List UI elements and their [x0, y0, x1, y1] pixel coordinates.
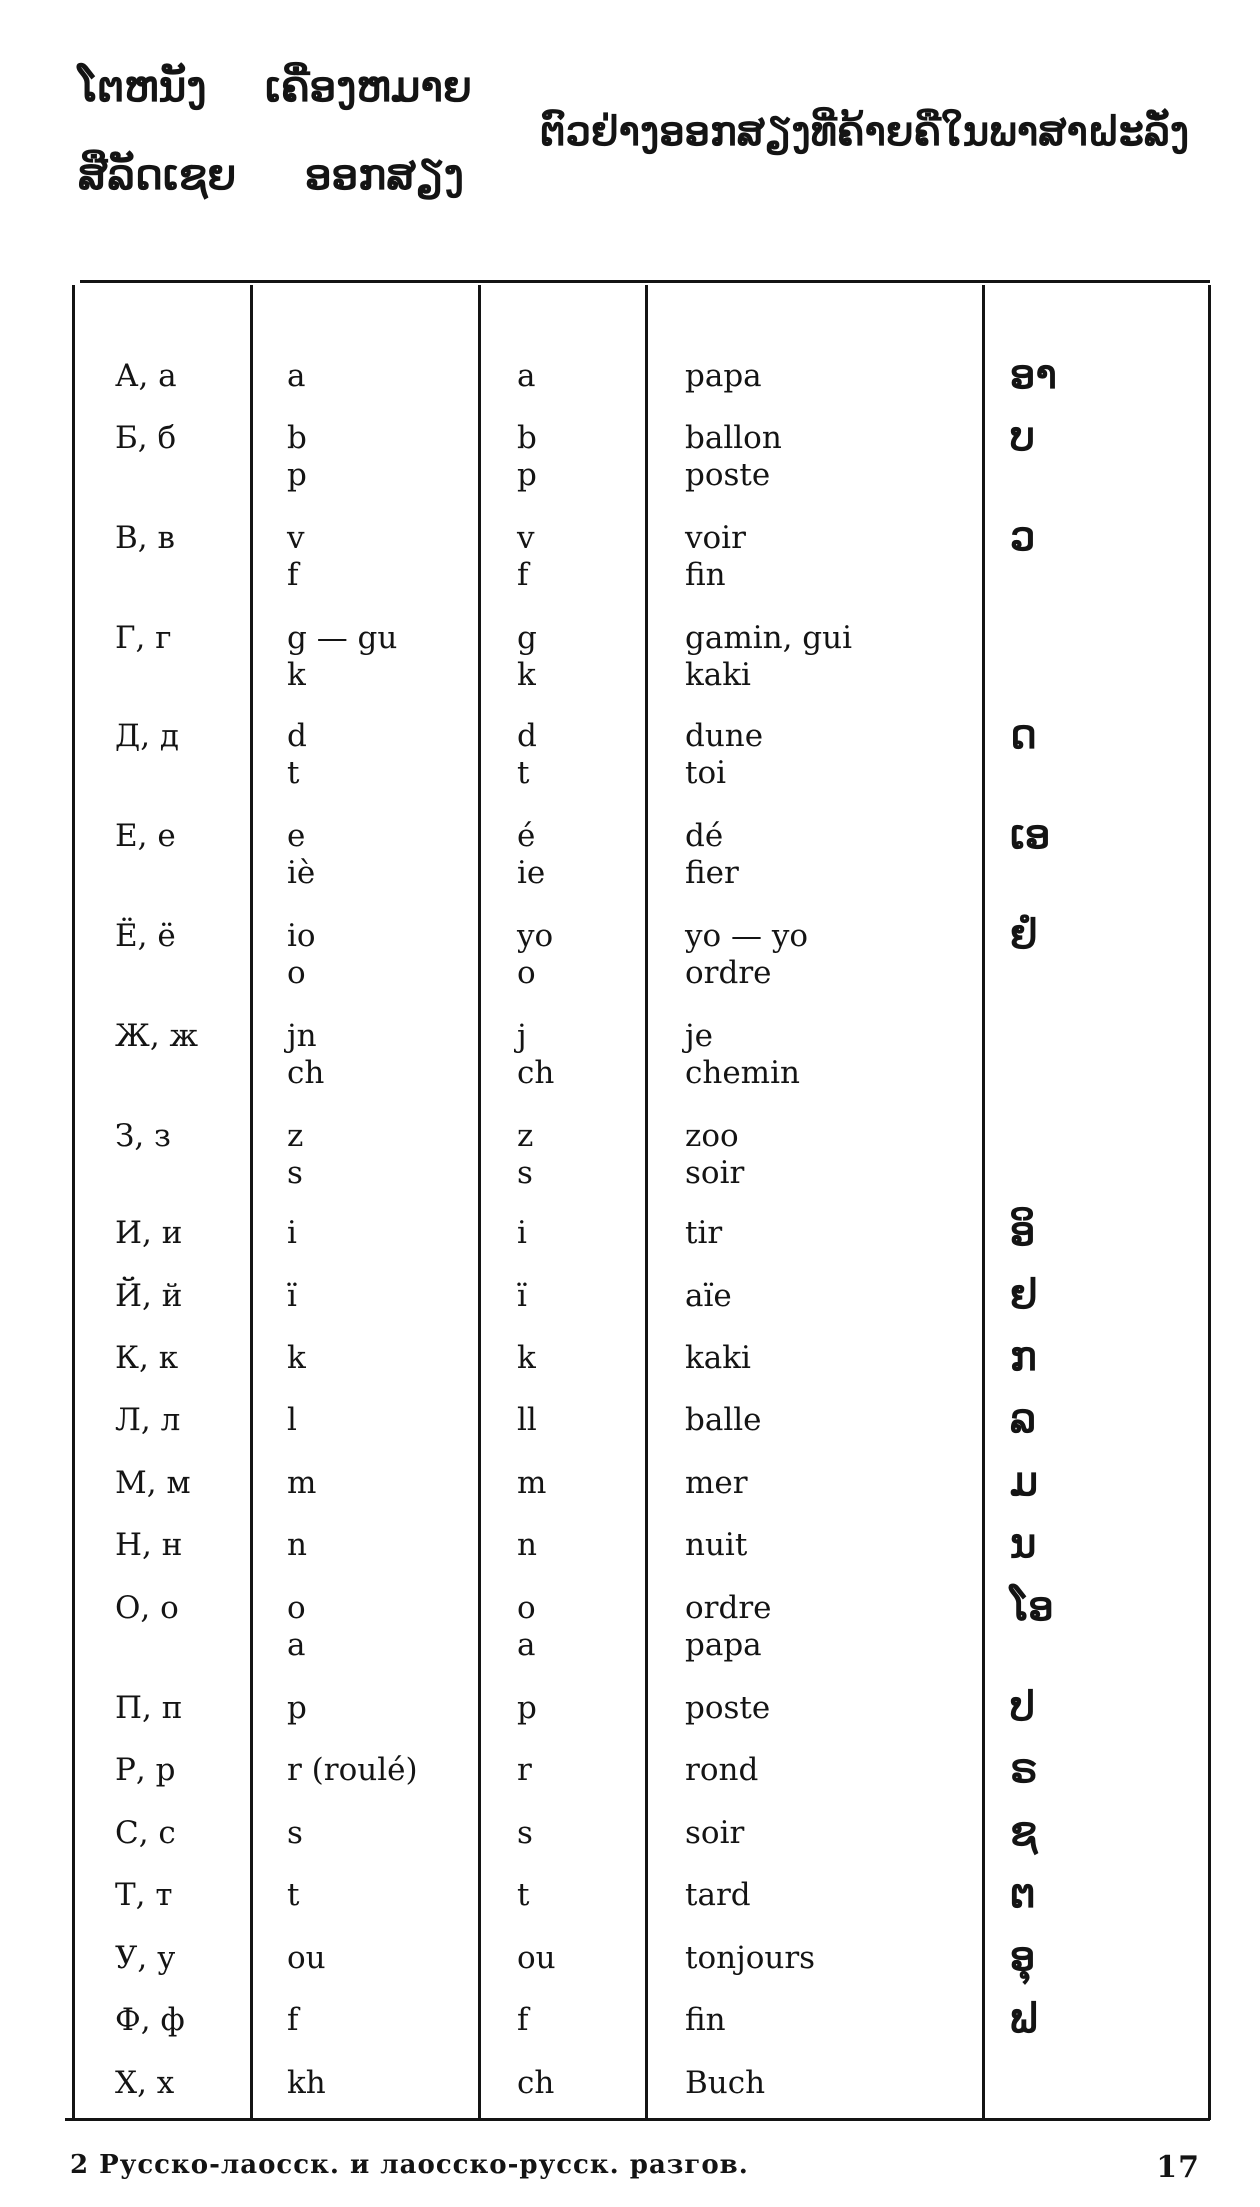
lao-equivalent: ປ — [1010, 1683, 1035, 1730]
cyrillic-letter: О, о — [115, 1590, 179, 1626]
header-col1-line2: ສືລັດເຊຍ — [78, 150, 237, 199]
cyrillic-letter: Л, л — [115, 1402, 181, 1438]
cyrillic-letter: П, п — [115, 1690, 183, 1726]
french-example: tonjours — [685, 1940, 816, 1976]
cyrillic-letter: К, к — [115, 1340, 179, 1376]
sound-mark-alt: t — [517, 1877, 530, 1913]
french-example: nuit — [685, 1527, 748, 1563]
sound-mark: ou — [287, 1940, 326, 1976]
french-example: gamin, gui kaki — [685, 620, 853, 693]
french-example: voir fin — [685, 520, 746, 593]
header-col2-line2: ອອກສຽງ — [305, 150, 464, 199]
sound-mark: v f — [287, 520, 305, 593]
lao-equivalent: ຢ — [1010, 1271, 1038, 1318]
sound-mark: n — [287, 1527, 307, 1563]
cyrillic-letter: З, з — [115, 1118, 171, 1154]
header-col1-line1: ໂຕຫນັງ — [78, 62, 207, 111]
cyrillic-letter: В, в — [115, 520, 175, 556]
lao-equivalent: ລ — [1010, 1395, 1036, 1442]
cyrillic-letter: Е, е — [115, 818, 176, 854]
sound-mark: ï — [287, 1278, 297, 1314]
french-example: soir — [685, 1815, 745, 1851]
sound-mark-alt: s — [517, 1815, 533, 1851]
french-example: aïe — [685, 1278, 732, 1314]
sound-mark-alt: r — [517, 1752, 532, 1788]
sound-mark-alt: a — [517, 358, 536, 394]
french-example: je chemin — [685, 1018, 800, 1091]
cyrillic-letter: С, с — [115, 1815, 176, 1851]
table-left-border — [72, 285, 75, 2120]
lao-equivalent: ຣ — [1010, 1745, 1038, 1792]
french-example: rond — [685, 1752, 759, 1788]
lao-equivalent: ຕ — [1010, 1870, 1036, 1917]
sound-mark: g — gu k — [287, 620, 398, 693]
french-example: tard — [685, 1877, 751, 1913]
sound-mark: a — [287, 358, 306, 394]
french-example: fin — [685, 2002, 726, 2038]
lao-equivalent: ມ — [1010, 1458, 1039, 1505]
sound-mark-alt: ll — [517, 1402, 537, 1438]
sound-mark-alt: i — [517, 1215, 527, 1251]
sound-mark: f — [287, 2002, 299, 2038]
french-example: papa — [685, 358, 762, 394]
french-example: dune toi — [685, 718, 764, 791]
sound-mark: k — [287, 1340, 306, 1376]
lao-equivalent: ອິ — [1010, 1208, 1036, 1255]
sound-mark-alt: f — [517, 2002, 529, 2038]
lao-equivalent: ບ — [1010, 413, 1035, 460]
lao-equivalent: ດ — [1010, 711, 1037, 758]
footer-source: 2 Русско-лаосск. и лаосско-русск. разгов. — [70, 2150, 749, 2180]
sound-mark: r (roulé) — [287, 1752, 418, 1788]
lao-equivalent: ຟ — [1010, 1995, 1038, 2042]
sound-mark: d t — [287, 718, 307, 791]
french-example: balle — [685, 1402, 762, 1438]
lao-equivalent: ວ — [1010, 513, 1036, 560]
sound-mark-alt: j ch — [517, 1018, 555, 1091]
sound-mark-alt: g k — [517, 620, 537, 693]
sound-mark-alt: yo o — [517, 918, 554, 991]
lao-equivalent: ໂອ — [1010, 1583, 1054, 1630]
french-example: dé fier — [685, 818, 739, 891]
sound-mark: t — [287, 1877, 300, 1913]
lao-equivalent: ກ — [1010, 1333, 1037, 1380]
cyrillic-letter: Б, б — [115, 420, 177, 456]
french-example: mer — [685, 1465, 748, 1501]
sound-mark: o a — [287, 1590, 306, 1663]
cyrillic-letter: Т, т — [115, 1877, 173, 1913]
lao-equivalent: ຊ — [1010, 1808, 1038, 1855]
lao-equivalent: ເອ — [1010, 811, 1051, 858]
header-examples-title: ຕົວຢ່າງອອກສຽງທີ່ຄ້າຍຄືໃນພາສາຝະລັ່ງ — [540, 108, 1190, 155]
cyrillic-letter: У, у — [115, 1940, 176, 1976]
column-divider-4 — [982, 285, 985, 2120]
cyrillic-letter: Х, х — [115, 2065, 175, 2101]
lao-equivalent: ອາ — [1010, 351, 1057, 398]
sound-mark-alt: v f — [517, 520, 535, 593]
table-bottom-rule — [65, 2118, 1210, 2121]
sound-mark-alt: b p — [517, 420, 537, 493]
sound-mark: i — [287, 1215, 297, 1251]
sound-mark-alt: ou — [517, 1940, 556, 1976]
cyrillic-letter: Й, й — [115, 1278, 183, 1314]
sound-mark: io o — [287, 918, 316, 991]
column-divider-1 — [250, 285, 253, 2120]
table-right-border — [1208, 285, 1211, 2120]
sound-mark-alt: é ie — [517, 818, 546, 891]
cyrillic-letter: Г, г — [115, 620, 172, 656]
sound-mark-alt: o a — [517, 1590, 536, 1663]
sound-mark: kh — [287, 2065, 326, 2101]
french-example: ballon poste — [685, 420, 782, 493]
cyrillic-letter: Ф, ф — [115, 2002, 185, 2038]
cyrillic-letter: М, м — [115, 1465, 191, 1501]
header-col2-line1: ເຄື່ອງຫມາຍ — [265, 62, 472, 111]
french-example: yo — yo ordre — [685, 918, 809, 991]
sound-mark: s — [287, 1815, 303, 1851]
lao-equivalent: ອຸ — [1010, 1933, 1036, 1980]
sound-mark: m — [287, 1465, 317, 1501]
sound-mark-alt: k — [517, 1340, 536, 1376]
column-divider-2 — [478, 285, 481, 2120]
french-example: kaki — [685, 1340, 751, 1376]
sound-mark-alt: d t — [517, 718, 537, 791]
sound-mark-alt: m — [517, 1465, 547, 1501]
sound-mark: p — [287, 1690, 307, 1726]
cyrillic-letter: Д, д — [115, 718, 179, 754]
lao-equivalent: ຢໍ — [1010, 911, 1038, 958]
sound-mark: z s — [287, 1118, 304, 1191]
french-example: Buch — [685, 2065, 766, 2101]
cyrillic-letter: Р, р — [115, 1752, 176, 1788]
sound-mark-alt: z s — [517, 1118, 534, 1191]
cyrillic-letter: А, а — [115, 358, 177, 394]
table-top-rule — [80, 280, 1210, 283]
french-example: zoo soir — [685, 1118, 745, 1191]
sound-mark: l — [287, 1402, 297, 1438]
cyrillic-letter: Н, н — [115, 1527, 183, 1563]
sound-mark: jn ch — [287, 1018, 325, 1091]
column-divider-3 — [645, 285, 648, 2120]
sound-mark-alt: ch — [517, 2065, 555, 2101]
lao-equivalent: ນ — [1010, 1520, 1037, 1567]
cyrillic-letter: Ж, ж — [115, 1018, 199, 1054]
sound-mark: e iè — [287, 818, 316, 891]
sound-mark-alt: ï — [517, 1278, 527, 1314]
french-example: poste — [685, 1690, 771, 1726]
page-number: 17 — [1156, 2150, 1200, 2185]
cyrillic-letter: Ё, ё — [115, 918, 176, 954]
sound-mark: b p — [287, 420, 307, 493]
cyrillic-letter: И, и — [115, 1215, 183, 1251]
french-example: ordre papa — [685, 1590, 772, 1663]
french-example: tir — [685, 1215, 723, 1251]
sound-mark-alt: p — [517, 1690, 537, 1726]
sound-mark-alt: n — [517, 1527, 537, 1563]
